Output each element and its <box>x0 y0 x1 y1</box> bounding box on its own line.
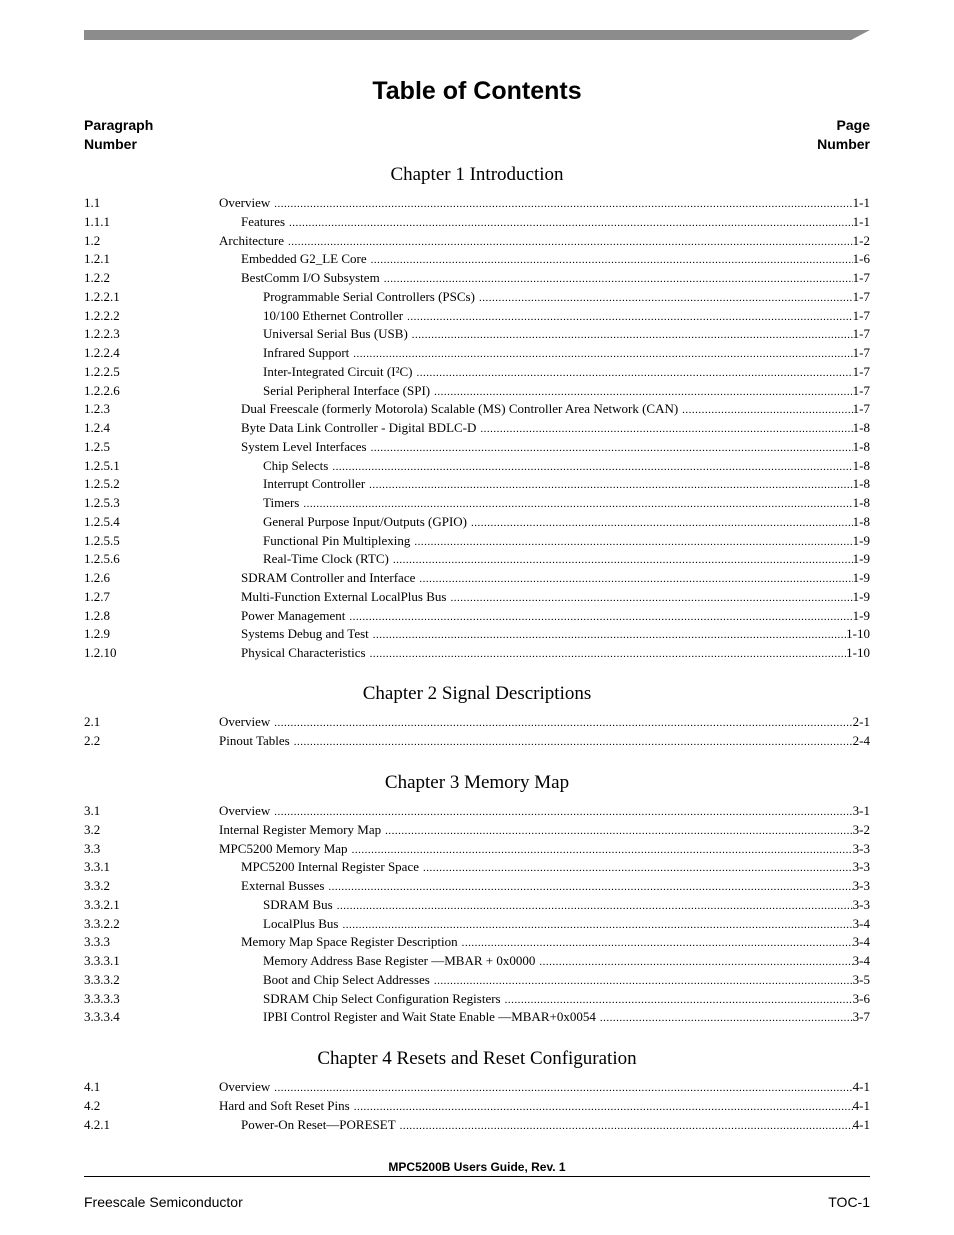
toc-line <box>263 513 870 532</box>
toc-entry[interactable] <box>84 821 870 839</box>
toc-entry[interactable] <box>84 325 870 343</box>
section-title[interactable]: Inter-Integrated Circuit (I²C) <box>263 363 413 379</box>
page-reference[interactable]: 1-7 <box>852 270 870 285</box>
dot-leader <box>303 495 852 513</box>
toc-line <box>241 877 870 896</box>
section-title[interactable]: Internal Register Memory Map <box>219 821 382 837</box>
section-number: 3.3.3 <box>84 934 110 950</box>
section-number: 1.2.2.4 <box>84 345 120 360</box>
section-number: 4.2.1 <box>84 1116 110 1132</box>
section-number: 1.2.6 <box>84 570 110 585</box>
dot-leader <box>288 233 853 251</box>
section-number: 3.3.3.2 <box>84 971 120 987</box>
toc-entry[interactable] <box>84 840 870 858</box>
toc-entry[interactable] <box>84 1116 870 1134</box>
section-number: 1.2.2.3 <box>84 326 120 342</box>
toc-line <box>241 588 870 607</box>
toc-entry[interactable] <box>84 732 870 750</box>
section-number: 1.2.5.6 <box>84 551 120 567</box>
section-title[interactable]: Chip Selects <box>263 457 329 473</box>
toc-line <box>263 457 870 476</box>
dot-leader <box>274 803 852 821</box>
section-title[interactable]: Hard and Soft Reset Pins <box>219 1097 350 1113</box>
section-title[interactable]: Interrupt Controller <box>263 476 366 492</box>
section-number: 1.2.5 <box>84 438 110 454</box>
dot-leader <box>505 991 853 1009</box>
dot-leader <box>371 439 853 457</box>
toc-entry[interactable] <box>84 1078 870 1096</box>
section-title[interactable]: 10/100 Ethernet Controller <box>263 307 404 323</box>
section-title[interactable]: Universal Serial Bus (USB) <box>263 326 408 342</box>
section-title[interactable]: Overview <box>219 195 271 210</box>
section-number: 3.3.3.1 <box>84 953 120 968</box>
section-number: 1.2.5.5 <box>84 532 120 548</box>
toc-line <box>241 933 870 952</box>
dot-leader <box>450 589 852 607</box>
section-number: 1.2.3 <box>84 401 110 417</box>
dot-leader <box>434 972 853 990</box>
toc-entry[interactable] <box>84 232 870 250</box>
section-number: 3.2 <box>84 821 101 837</box>
toc-entry[interactable] <box>84 382 870 400</box>
toc-entry[interactable] <box>84 1008 870 1026</box>
chapter-heading: Chapter 3 Memory Map <box>384 772 570 793</box>
section-title[interactable]: SDRAM Chip Select Configuration Registers <box>263 990 501 1006</box>
toc-entry[interactable] <box>84 513 870 531</box>
section-title[interactable]: Features <box>241 213 286 229</box>
section-number: 3.3.3.4 <box>84 1009 120 1025</box>
dot-leader <box>371 251 853 269</box>
page-reference[interactable]: 3-3 <box>852 840 870 856</box>
page-reference[interactable]: 3-4 <box>852 934 870 950</box>
footer-company: Freescale Semiconductor <box>84 1194 243 1210</box>
toc-line <box>263 363 870 382</box>
toc-line <box>241 569 870 588</box>
chapter-heading: Chapter 2 Signal Descriptions <box>362 683 592 704</box>
toc-entry[interactable] <box>84 877 870 895</box>
section-number: 4.2 <box>84 1097 101 1113</box>
toc-entry[interactable] <box>84 269 870 287</box>
section-title[interactable]: Power-On Reset—PORESET <box>241 1116 396 1132</box>
page-reference[interactable]: 1-10 <box>846 626 870 642</box>
section-title[interactable]: Memory Address Base Register —MBAR + 0x0000 <box>263 953 536 968</box>
toc-entry[interactable] <box>84 858 870 876</box>
toc-line <box>263 494 870 513</box>
toc-line <box>263 952 870 971</box>
section-title[interactable]: MPC5200 Memory Map <box>219 840 348 856</box>
section-number: 3.1 <box>84 803 101 818</box>
page-reference[interactable]: 1-9 <box>852 570 870 585</box>
section-title[interactable]: Overview <box>219 1079 271 1094</box>
section-number: 1.2 <box>84 232 101 248</box>
page-reference[interactable]: 3-3 <box>852 878 870 893</box>
toc-line <box>263 1008 870 1027</box>
section-number: 1.2.8 <box>84 607 110 623</box>
section-title[interactable]: Memory Map Space Register Description <box>241 934 458 950</box>
toc-entry[interactable] <box>84 344 870 362</box>
dot-leader <box>274 195 852 213</box>
toc-entry[interactable] <box>84 475 870 493</box>
toc-entry[interactable] <box>84 438 870 456</box>
page-reference[interactable]: 1-8 <box>852 513 870 529</box>
dot-leader <box>393 551 853 569</box>
dot-leader <box>342 916 852 934</box>
page-reference[interactable]: 1-8 <box>852 438 870 454</box>
section-title[interactable]: System Level Interfaces <box>241 438 367 454</box>
toc-entry[interactable] <box>84 288 870 306</box>
toc-entry[interactable] <box>84 896 870 914</box>
toc-line <box>263 325 870 344</box>
section-title[interactable]: Programmable Serial Controllers (PSCs) <box>263 288 475 304</box>
section-title[interactable]: Physical Characteristics <box>241 645 366 660</box>
toc-line <box>263 532 870 551</box>
toc-line <box>263 971 870 990</box>
toc-entry[interactable] <box>84 952 870 970</box>
page-reference[interactable]: 1-9 <box>852 532 870 548</box>
section-title[interactable]: Power Management <box>241 607 346 623</box>
page-reference[interactable]: 1-7 <box>852 363 870 379</box>
section-number: 2.2 <box>84 732 101 748</box>
page-reference[interactable]: 1-7 <box>852 288 870 304</box>
toc-line <box>241 250 870 269</box>
dot-leader <box>332 458 852 476</box>
toc-line <box>219 194 870 213</box>
section-number: 1.2.5.1 <box>84 457 120 473</box>
section-number: 1.2.2 <box>84 270 110 285</box>
toc-entry[interactable] <box>84 363 870 381</box>
section-title[interactable]: Serial Peripheral Interface (SPI) <box>263 382 431 398</box>
dot-leader <box>349 608 852 626</box>
section-number: 1.2.4 <box>84 420 110 435</box>
dot-leader <box>416 364 852 382</box>
section-number: 1.2.2.5 <box>84 363 120 379</box>
page-reference[interactable]: 2-4 <box>852 732 870 748</box>
toc-entry[interactable] <box>84 607 870 625</box>
page-reference[interactable]: 3-3 <box>852 859 870 875</box>
section-title[interactable]: Boot and Chip Select Addresses <box>263 971 430 987</box>
section-number: 1.2.1 <box>84 251 110 267</box>
toc-line <box>241 419 870 438</box>
dot-leader <box>354 1098 853 1116</box>
toc-line <box>219 840 870 859</box>
page-reference[interactable]: 4-1 <box>852 1116 870 1132</box>
page-number-heading: Page Number <box>817 117 870 152</box>
chapter-heading: Chapter 1 Introduction <box>390 164 564 185</box>
toc-line <box>263 288 870 307</box>
section-number: 3.3.2.2 <box>84 915 120 931</box>
page-reference[interactable]: 1-9 <box>852 551 870 567</box>
toc-entry[interactable] <box>84 250 870 268</box>
page-reference[interactable]: 1-10 <box>846 645 870 660</box>
page-reference[interactable]: 1-6 <box>852 251 870 267</box>
page-reference[interactable]: 3-2 <box>852 821 870 837</box>
toc-entry[interactable] <box>84 569 870 587</box>
section-number: 1.2.10 <box>84 645 117 660</box>
dot-leader <box>423 859 853 877</box>
toc-entry[interactable] <box>84 400 870 418</box>
toc-line <box>219 732 870 751</box>
dot-leader <box>407 308 853 326</box>
dot-leader <box>328 878 852 896</box>
section-number: 3.3.1 <box>84 859 110 875</box>
page-reference[interactable]: 1-7 <box>852 382 870 398</box>
page-reference[interactable]: 1-9 <box>852 588 870 604</box>
toc-line <box>241 400 870 419</box>
section-title[interactable]: Functional Pin Multiplexing <box>263 532 411 548</box>
page-reference[interactable]: 1-7 <box>852 326 870 342</box>
toc-entry[interactable] <box>84 588 870 606</box>
section-number: 1.2.2.6 <box>84 382 120 398</box>
toc-entry[interactable] <box>84 933 870 951</box>
section-title[interactable]: SDRAM Bus <box>263 896 333 912</box>
page-reference[interactable]: 3-1 <box>852 803 870 818</box>
section-title[interactable]: Infrared Support <box>263 345 350 360</box>
dot-leader <box>385 822 853 840</box>
dot-leader <box>294 733 853 751</box>
toc-entry[interactable] <box>84 625 870 643</box>
page-reference[interactable]: 1-7 <box>852 345 870 360</box>
dot-leader <box>471 514 853 532</box>
section-number: 1.2.5.4 <box>84 513 120 529</box>
section-title[interactable]: Overview <box>219 714 271 729</box>
section-title[interactable]: SDRAM Controller and Interface <box>241 570 416 585</box>
section-number: 3.3.2.1 <box>84 896 120 912</box>
toc-line <box>241 858 870 877</box>
page-reference[interactable]: 3-7 <box>852 1009 870 1025</box>
toc-line <box>263 475 870 494</box>
section-title[interactable]: Dual Freescale (formerly Motorola) Scalable (MS) Controller Area Network (CAN) <box>241 401 679 417</box>
toc-line <box>219 802 870 821</box>
paragraph-number-heading: Paragraph Number <box>84 117 154 152</box>
toc-entry[interactable] <box>84 990 870 1008</box>
section-number: 1.1 <box>84 195 101 210</box>
page-reference[interactable]: 1-8 <box>852 495 870 510</box>
dot-leader <box>337 897 853 915</box>
toc-entry[interactable] <box>84 802 870 820</box>
section-title[interactable]: Embedded G2_LE Core <box>241 251 367 267</box>
toc-line <box>219 713 870 732</box>
section-title[interactable]: General Purpose Input/Outputs (GPIO) <box>263 513 467 529</box>
toc-line <box>241 1116 870 1135</box>
section-number: 4.1 <box>84 1079 101 1094</box>
toc-entry[interactable] <box>84 532 870 550</box>
dot-leader <box>352 841 853 859</box>
dot-leader <box>369 476 852 494</box>
dot-leader <box>419 570 852 588</box>
section-number: 1.2.9 <box>84 626 110 642</box>
toc-line <box>219 821 870 840</box>
toc-line <box>263 550 870 569</box>
toc-entry[interactable] <box>84 194 870 212</box>
toc-entry[interactable] <box>84 494 870 512</box>
header-bar <box>84 30 870 40</box>
toc-line <box>241 213 870 232</box>
toc-entry[interactable] <box>84 713 870 731</box>
section-title[interactable]: Byte Data Link Controller - Digital BDLC-D <box>241 420 477 435</box>
page-reference[interactable]: 1-8 <box>852 476 870 492</box>
toc-entry[interactable] <box>84 457 870 475</box>
toc-line <box>263 344 870 363</box>
section-title[interactable]: Overview <box>219 803 271 818</box>
page-reference[interactable]: 3-5 <box>852 971 870 987</box>
dot-leader <box>400 1117 853 1135</box>
toc-line <box>219 1078 870 1097</box>
section-number: 1.2.5.2 <box>84 476 120 492</box>
dot-leader <box>539 953 852 971</box>
page-reference[interactable]: 1-7 <box>852 401 870 417</box>
toc-line <box>219 232 870 251</box>
toc-entry[interactable] <box>84 971 870 989</box>
section-number: 1.2.5.3 <box>84 495 120 510</box>
dot-leader <box>600 1009 853 1027</box>
page-reference[interactable]: 1-8 <box>852 420 870 435</box>
section-title[interactable]: Timers <box>263 495 300 510</box>
footer-document-title: MPC5200B Users Guide, Rev. 1 <box>388 1160 566 1174</box>
section-title[interactable]: MPC5200 Internal Register Space <box>241 859 419 875</box>
section-title[interactable]: Multi-Function External LocalPlus Bus <box>241 588 447 604</box>
toc-entry[interactable] <box>84 307 870 325</box>
page-reference[interactable]: 1-9 <box>852 607 870 623</box>
dot-leader <box>462 934 853 952</box>
dot-leader <box>289 214 853 232</box>
section-title[interactable]: BestComm I/O Subsystem <box>241 270 380 285</box>
page-reference[interactable]: 3-4 <box>852 953 870 968</box>
section-number: 1.1.1 <box>84 213 110 229</box>
page-reference[interactable]: 1-7 <box>852 307 870 323</box>
dot-leader <box>384 270 853 288</box>
section-number: 3.3.3.3 <box>84 990 120 1006</box>
dot-leader <box>479 289 853 307</box>
page-reference[interactable]: 3-4 <box>852 915 870 931</box>
section-number: 3.3.2 <box>84 878 110 893</box>
page-reference[interactable]: 1-2 <box>852 232 870 248</box>
toc-entry[interactable] <box>84 644 870 662</box>
toc-line <box>241 269 870 288</box>
toc-line <box>263 990 870 1009</box>
toc-line <box>263 382 870 401</box>
toc-entry[interactable] <box>84 419 870 437</box>
page-reference[interactable]: 3-6 <box>852 990 870 1006</box>
toc-entry[interactable] <box>84 1097 870 1115</box>
toc-line <box>263 896 870 915</box>
dot-leader <box>274 1079 852 1097</box>
toc-entry[interactable] <box>84 550 870 568</box>
toc-entry[interactable] <box>84 915 870 933</box>
footer-page-number: TOC-1 <box>828 1194 870 1210</box>
section-title[interactable]: IPBI Control Register and Wait State Enable —MBAR+0x0054 <box>263 1009 596 1025</box>
dot-leader <box>434 383 853 401</box>
page-reference[interactable]: 1-1 <box>852 213 870 229</box>
footer-divider <box>84 1176 870 1177</box>
chapter-heading: Chapter 4 Resets and Reset Configuration <box>317 1048 637 1069</box>
dot-leader <box>353 345 852 363</box>
toc-line <box>241 644 870 663</box>
section-title[interactable]: Architecture <box>219 232 284 248</box>
dot-leader <box>373 626 846 644</box>
toc-line <box>241 438 870 457</box>
section-number: 2.1 <box>84 714 101 729</box>
dot-leader <box>412 326 853 344</box>
page-reference[interactable]: 1-8 <box>852 457 870 473</box>
section-number: 1.2.7 <box>84 588 110 604</box>
section-number: 1.2.2.2 <box>84 307 120 323</box>
page-title: Table of Contents <box>372 77 582 105</box>
section-title[interactable]: Real-Time Clock (RTC) <box>263 551 389 567</box>
toc-entry[interactable] <box>84 213 870 231</box>
page-reference[interactable]: 1-1 <box>852 195 870 210</box>
toc-line <box>241 625 870 644</box>
dot-leader <box>414 533 852 551</box>
dot-leader <box>480 420 852 438</box>
dot-leader <box>274 714 852 732</box>
page-reference[interactable]: 3-3 <box>852 896 870 912</box>
page-reference[interactable]: 4-1 <box>852 1079 870 1094</box>
section-number: 3.3 <box>84 840 101 856</box>
section-title[interactable]: LocalPlus Bus <box>263 915 339 931</box>
section-title[interactable]: External Busses <box>241 878 325 893</box>
section-title[interactable]: Pinout Tables <box>219 732 290 748</box>
page-reference[interactable]: 4-1 <box>852 1097 870 1113</box>
section-number: 1.2.2.1 <box>84 288 120 304</box>
toc-line <box>219 1097 870 1116</box>
toc-line <box>263 915 870 934</box>
section-title[interactable]: Systems Debug and Test <box>241 626 369 642</box>
dot-leader <box>370 645 847 663</box>
toc-line <box>263 307 870 326</box>
dot-leader <box>682 401 852 419</box>
page-reference[interactable]: 2-1 <box>852 714 870 729</box>
toc-line <box>241 607 870 626</box>
